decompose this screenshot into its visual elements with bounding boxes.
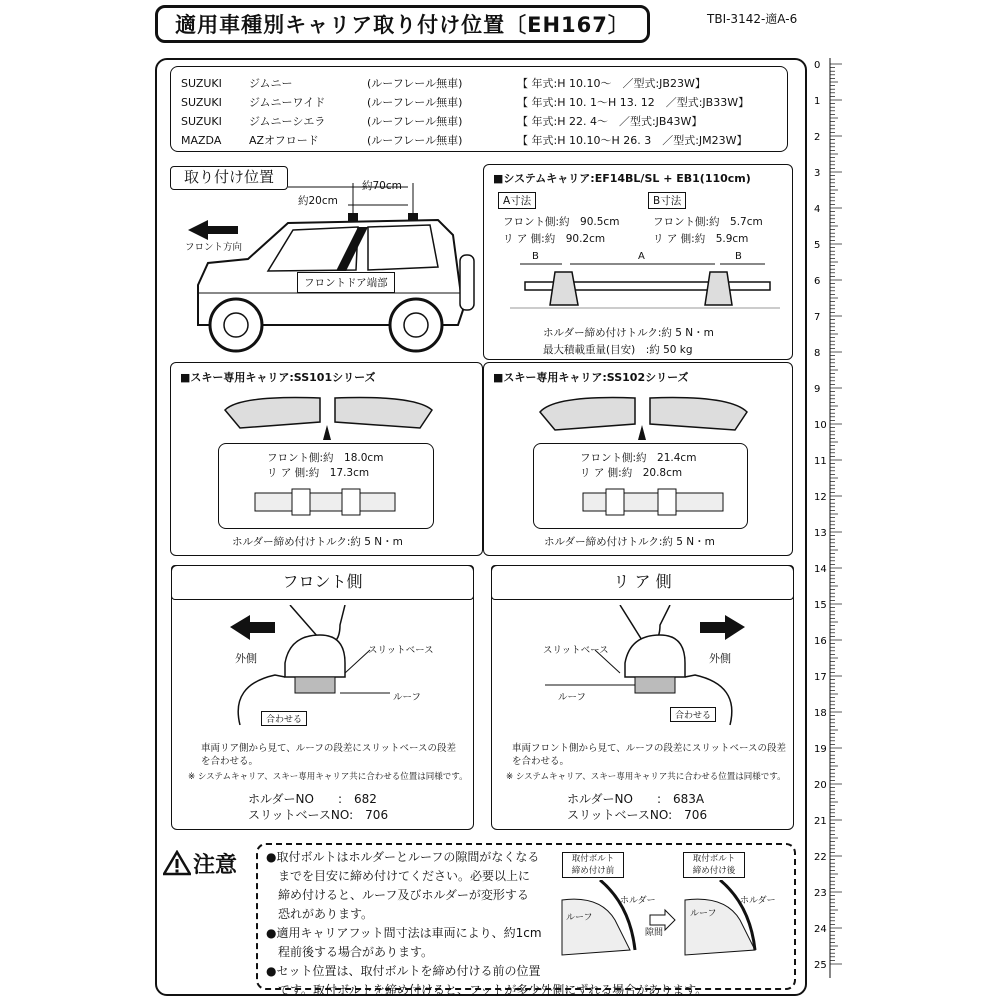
front-align-label: 合わせる [261,711,307,726]
holder-shape [285,635,345,677]
rear-desc-1: 車両フロント側から見て、ルーフの段差にスリットベースの段差 [512,743,786,754]
dim-70-label: 約70cm [362,180,402,192]
rear-side-heading: リ ア 側 [491,565,794,600]
model-row [181,132,748,148]
ruler-label: 20 [814,780,827,791]
front-holder-no: ホルダーNO : 682 [248,792,377,806]
model-note: (ルーフレール無車) [367,77,463,90]
document-number: TBI-3142-適A-6 [707,12,798,26]
ski2-holder-diagram [578,483,728,521]
mount-heading: 取り付け位置 [170,166,288,190]
after-holder-label: ホルダー [740,896,776,906]
front-note: ※ システムキャリア、スキー専用キャリア共に合わせる位置は同様です。 [188,772,468,782]
ruler-label: 22 [814,852,827,863]
front-desc-1: 車両リア側から見て、ルーフの段差にスリットベースの段差 [201,743,456,754]
front-roof-label: ルーフ [393,692,422,703]
system-heading: ■システムキャリア:EF14BL/SL + EB1(110cm) [493,172,751,185]
rear-outer-arrow-icon [700,615,745,640]
front-foot [550,272,578,305]
caution-line: ●取付ボルトはホルダーとルーフの隙間がなくなる [266,850,540,864]
ruler-label: 12 [814,492,827,503]
front-arrow-icon [188,220,238,240]
rear-roof-label: ルーフ [558,692,587,703]
ruler-label: 6 [814,276,821,287]
model-maker: MAZDA [181,134,222,147]
rear-desc-2: を合わせる。 [512,756,570,767]
b-dim-label: B寸法 [648,192,686,209]
ruler-label: 16 [814,636,827,647]
ruler-label: 1 [814,96,821,107]
ruler-label: 24 [814,924,827,935]
caution-line: 程前後する場合があります。 [266,945,434,959]
front-desc-2: を合わせる。 [201,756,259,767]
ski2-rear: リ ア 側:約 20.8cm [580,467,683,479]
caution-line: 恐れがあります。 [266,907,374,921]
dim-b-left: B [532,251,539,262]
model-row [181,94,749,110]
ski2-heading: ■スキー専用キャリア:SS102シリーズ [493,371,689,384]
model-maker: SUZUKI [181,96,222,109]
ski1-heading: ■スキー専用キャリア:SS101シリーズ [180,371,376,384]
ruler [810,58,850,978]
model-spec: 【 年式:H 10.10〜 ／型式:JB23W】 [517,77,706,90]
after-label-2: 締め付け後 [692,866,736,876]
ruler-label: 5 [814,240,821,251]
system-max-load: 最大積載重量(目安) :約 50 kg [543,344,693,356]
b-front-value: フロント側:約 5.7cm [653,216,763,228]
rear-foot [705,272,732,305]
ruler-label: 3 [814,168,821,179]
model-note: (ルーフレール無車) [367,96,463,109]
before-roof-label: ルーフ [566,913,593,923]
caution-line: ●セット位置は、取付ボルトを締め付ける前の位置 [266,964,541,978]
page-title: 適用車種別キャリア取り付け位置〔EH167〕 [155,5,650,43]
a-front-value: フロント側:約 90.5cm [503,216,620,228]
ski1-carrier-diagram [220,390,440,440]
caution-line: ●適用キャリアフット間寸法は車両により、約1cm [266,926,542,940]
ruler-label: 18 [814,708,827,719]
ruler-label: 4 [814,204,821,215]
ruler-label: 25 [814,960,827,971]
model-spec: 【 年式:H 22. 4〜 ／型式:JB43W】 [517,115,703,128]
rear-slit-no: スリットベースNO: 706 [567,808,708,822]
dim-a: A [638,251,645,262]
caution-line: 締め付けると、ルーフ及びホルダーが変形する [266,888,529,902]
rear-align-label: 合わせる [670,707,716,722]
models-box [170,66,788,152]
ski1-holder-diagram [250,483,400,521]
ruler-label: 0 [814,60,821,71]
ruler-label: 9 [814,384,821,395]
rear-slit-label: スリットベース [543,645,609,656]
ruler-label: 8 [814,348,821,359]
front-slit-label: スリットベース [368,645,434,656]
outer-arrow-icon [230,615,275,640]
ruler-label: 11 [814,456,827,467]
ruler-label: 2 [814,132,821,143]
gap-label: 隙間 [645,928,664,938]
model-maker: SUZUKI [181,77,222,90]
model-row [181,75,706,91]
ruler-label: 21 [814,816,827,827]
ruler-label: 7 [814,312,821,323]
model-spec: 【 年式:H 10. 1〜H 13. 12 ／型式:JB33W】 [517,96,750,109]
rear-side-diagram [500,605,790,730]
model-name: ジムニー [249,77,293,90]
model-name: ジムニーシエラ [249,115,326,128]
ski2-torque: ホルダー締め付けトルク:約 5 N・m [544,536,715,548]
ruler-label: 10 [814,420,827,431]
front-outer-label: 外側 [235,652,257,665]
before-label-1: 取付ボルト [571,854,615,864]
front-side-diagram [180,605,470,730]
a-dim-label: A寸法 [498,192,536,209]
before-label-2: 締め付け前 [571,866,615,876]
ski1-front: フロント側:約 18.0cm [267,452,384,464]
ski1-rear: リ ア 側:約 17.3cm [267,467,370,479]
rear-holder-no: ホルダーNO : 683A [567,792,705,806]
a-rear-value: リ ア 側:約 90.2cm [503,233,606,245]
ski2-carrier-diagram [535,390,755,440]
ski2-front: フロント側:約 21.4cm [580,452,697,464]
model-name: AZオフロード [249,134,319,147]
after-roof-label: ルーフ [690,909,717,919]
ruler-label: 13 [814,528,827,539]
after-label-1: 取付ボルト [692,854,736,864]
model-note: (ルーフレール無車) [367,115,463,128]
before-tighten-box [562,852,624,878]
model-maker: SUZUKI [181,115,222,128]
ruler-label: 15 [814,600,827,611]
model-spec: 【 年式:H 10.10〜H 26. 3 ／型式:JM23W】 [517,134,748,147]
rear-note: ※ システムキャリア、スキー専用キャリア共に合わせる位置は同様です。 [506,772,786,782]
front-side-heading: フロント側 [171,565,474,600]
before-holder-label: ホルダー [620,896,656,906]
ruler-label: 17 [814,672,827,683]
caution-heading: 注意 [193,853,238,878]
ruler-label: 19 [814,744,827,755]
ski1-torque: ホルダー締め付けトルク:約 5 N・m [232,536,403,548]
door-label: フロントドア端部 [297,272,395,293]
system-torque: ホルダー締め付けトルク:約 5 N・m [543,327,714,339]
front-direction-label: フロント方向 [185,242,243,253]
caution-line: です。取付ボルトを締め付けると、フットが多少外側にずれる場合があります。 [266,983,708,997]
after-tighten-box [683,852,745,878]
model-note: (ルーフレール無車) [367,134,463,147]
b-rear-value: リ ア 側:約 5.9cm [653,233,749,245]
ruler-label: 14 [814,564,827,575]
dim-20-label: 約20cm [298,195,338,207]
dim-b-right: B [735,251,742,262]
ruler-label: 23 [814,888,827,899]
front-slit-no: スリットベースNO: 706 [248,808,389,822]
model-name: ジムニーワイド [249,96,326,109]
warning-icon [163,850,191,876]
caution-line: までを目安に締め付けてください。必要以上に [266,869,531,883]
model-row [181,113,702,129]
rear-outer-label: 外側 [709,652,731,665]
